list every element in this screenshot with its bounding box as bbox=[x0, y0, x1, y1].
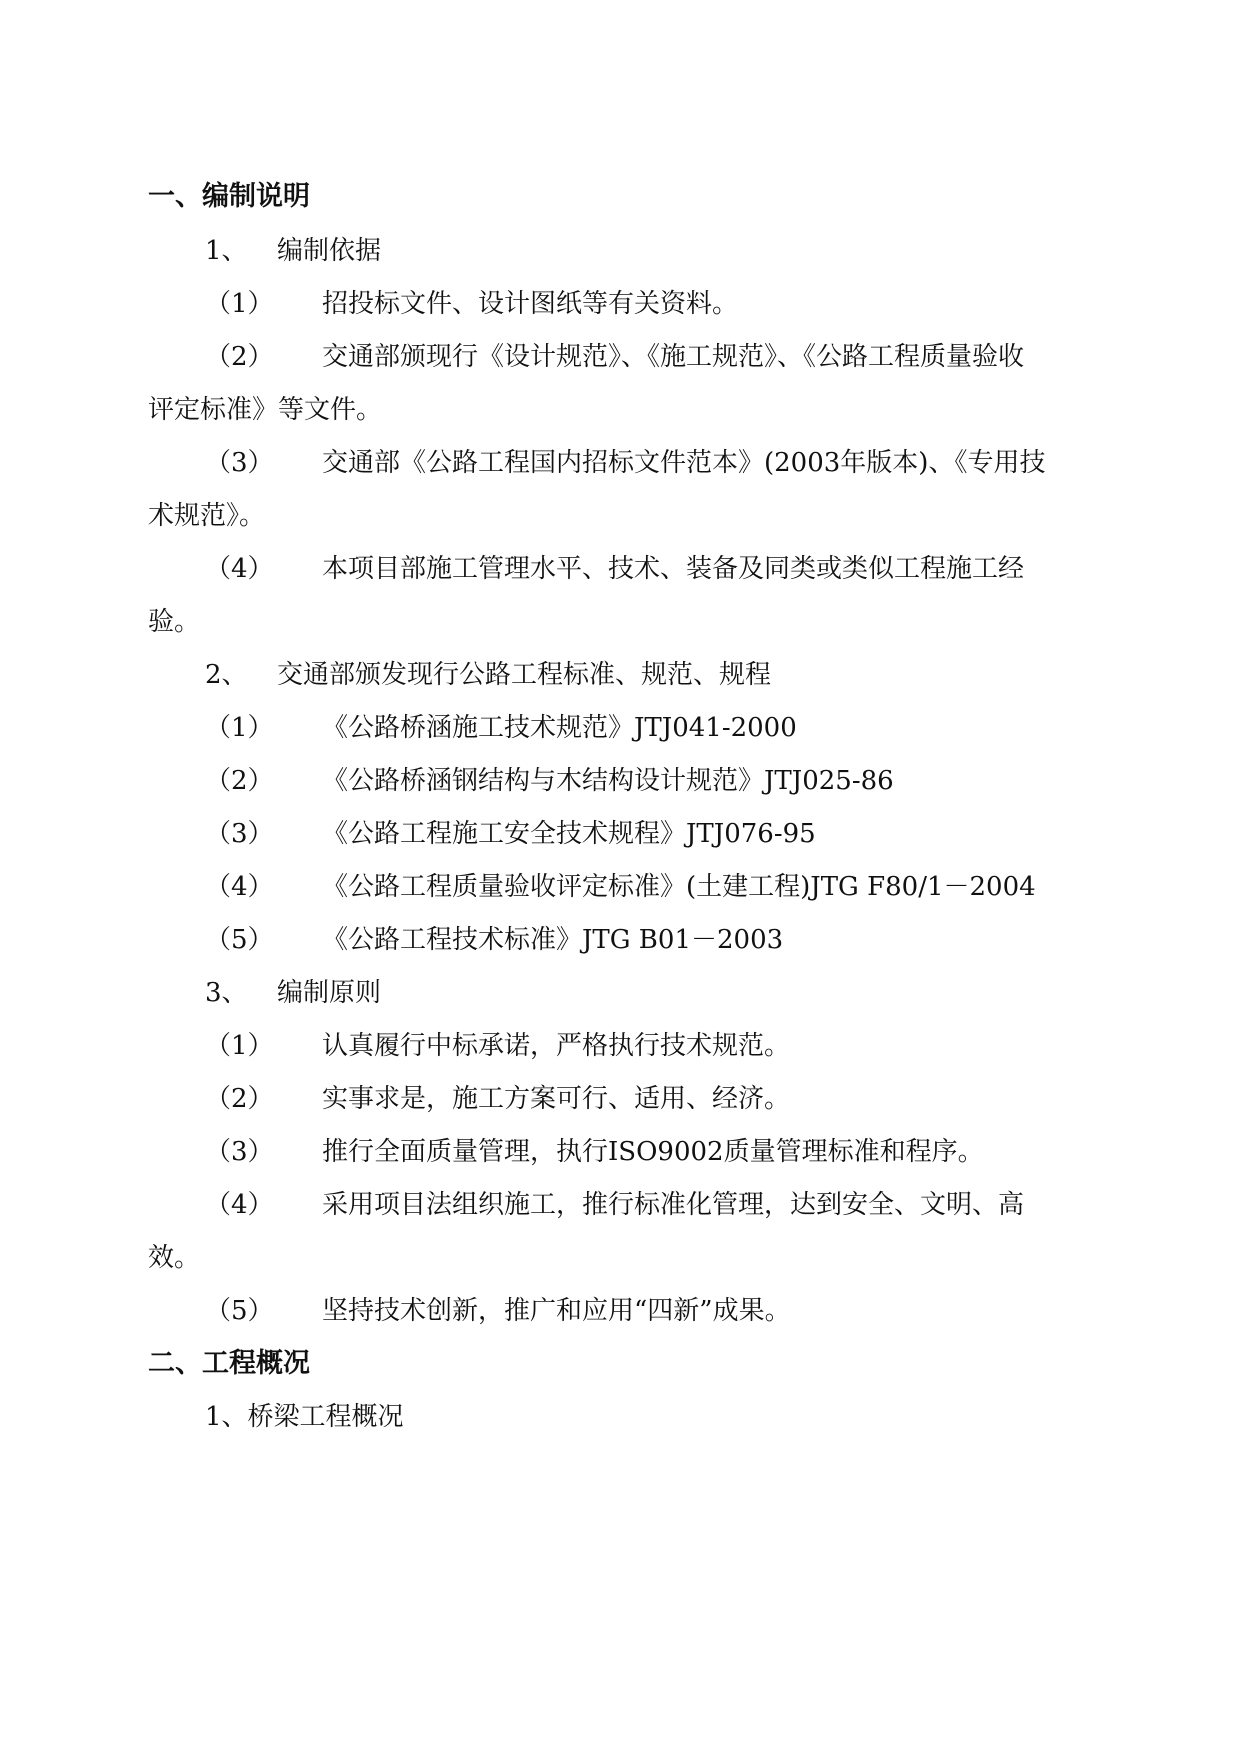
item-text-continuation: 效。 bbox=[148, 1243, 201, 1273]
item-text: 交通部《公路工程国内招标文件范本》(2003年版本)、《专用技 bbox=[322, 448, 1046, 478]
item-text-continuation: 术规范》。 bbox=[148, 501, 266, 531]
item-number: （2） bbox=[205, 1084, 274, 1114]
item-number: （1） bbox=[205, 289, 274, 319]
item-text: 坚持技术创新，推广和应用“四新”成果。 bbox=[322, 1296, 791, 1326]
item-text: 《公路桥涵施工技术规范》JTJ041-2000 bbox=[322, 713, 797, 743]
item-number: （2） bbox=[205, 342, 274, 372]
section-heading-2: 二、工程概况 bbox=[148, 1348, 310, 1379]
item-text: 本项目部施工管理水平、技术、装备及同类或类似工程施工经 bbox=[322, 554, 1025, 584]
item-text: 《公路工程技术标准》JTG B01－2003 bbox=[322, 925, 784, 955]
subsection-title: 编制依据 bbox=[277, 236, 382, 266]
item-text-continuation: 验。 bbox=[148, 607, 201, 637]
item-text: 交通部颁现行《设计规范》、《施工规范》、《公路工程质量验收 bbox=[322, 342, 1025, 372]
item-number: （1） bbox=[205, 713, 274, 743]
item-text: 实事求是，施工方案可行、适用、经济。 bbox=[322, 1084, 791, 1114]
item-number: （5） bbox=[205, 1296, 274, 1326]
subsection-number: 3、 bbox=[205, 978, 248, 1008]
item-number: （3） bbox=[205, 448, 274, 478]
item-number: （5） bbox=[205, 925, 274, 955]
item-number: （4） bbox=[205, 872, 274, 902]
subsection-title: 交通部颁发现行公路工程标准、规范、规程 bbox=[277, 660, 772, 690]
item-text: 《公路工程质量验收评定标准》(土建工程)JTG F80/1－2004 bbox=[322, 872, 1036, 902]
item-text: 《公路工程施工安全技术规程》JTJ076-95 bbox=[322, 819, 816, 849]
item-text: 采用项目法组织施工，推行标准化管理，达到安全、文明、高 bbox=[322, 1190, 1025, 1220]
item-number: （2） bbox=[205, 766, 274, 796]
item-number: （1） bbox=[205, 1031, 274, 1061]
subsection-title: 1、桥梁工程概况 bbox=[205, 1402, 404, 1432]
subsection-number: 1、 bbox=[205, 236, 248, 266]
item-number: （4） bbox=[205, 554, 274, 584]
section-heading-1: 一、编制说明 bbox=[148, 181, 310, 212]
item-number: （4） bbox=[205, 1190, 274, 1220]
item-text: 招投标文件、设计图纸等有关资料。 bbox=[322, 289, 739, 319]
item-text-continuation: 评定标准》等文件。 bbox=[148, 395, 383, 425]
item-number: （3） bbox=[205, 819, 274, 849]
item-text: 推行全面质量管理，执行ISO9002质量管理标准和程序。 bbox=[322, 1137, 984, 1167]
subsection-number: 2、 bbox=[205, 660, 248, 690]
item-text: 《公路桥涵钢结构与木结构设计规范》JTJ025-86 bbox=[322, 766, 894, 796]
item-text: 认真履行中标承诺，严格执行技术规范。 bbox=[322, 1031, 791, 1061]
item-number: （3） bbox=[205, 1137, 274, 1167]
subsection-title: 编制原则 bbox=[277, 978, 382, 1008]
